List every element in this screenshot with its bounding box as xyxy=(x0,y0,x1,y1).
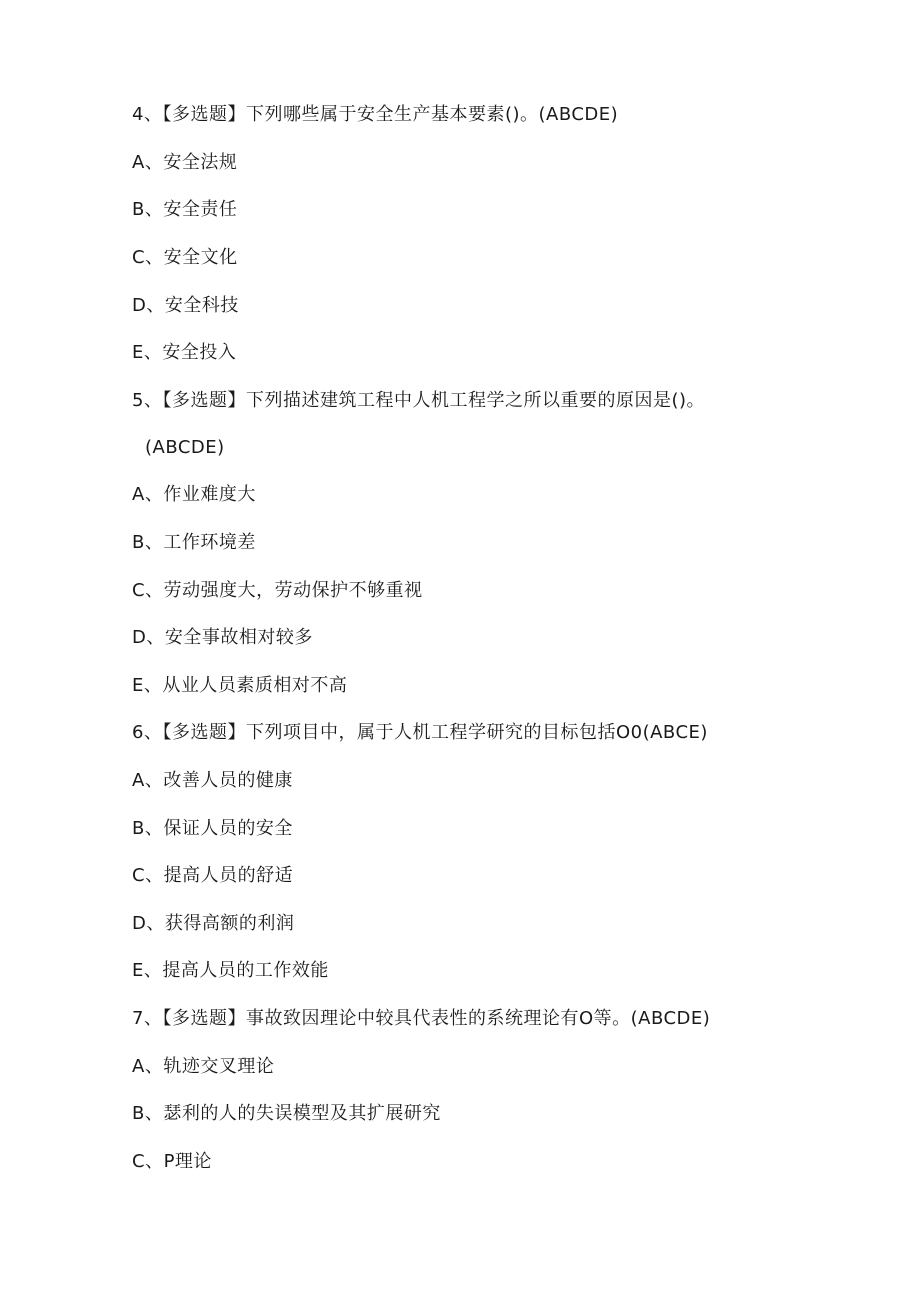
question-5-option-c: C、劳动强度大，劳动保护不够重视 xyxy=(132,580,423,601)
question-4-stem: 4、【多选题】下列哪些属于安全生产基本要素()。(ABCDE) xyxy=(132,104,619,125)
question-5-option-a: A、作业难度大 xyxy=(132,484,256,505)
question-7-option-c: C、P理论 xyxy=(132,1151,212,1172)
question-5-option-e: E、从业人员素质相对不高 xyxy=(132,675,348,696)
question-4-option-c: C、安全文化 xyxy=(132,247,238,268)
question-6-option-a: A、改善人员的健康 xyxy=(132,770,293,791)
question-7-option-b: B、瑟利的人的失误模型及其扩展研究 xyxy=(132,1103,441,1124)
question-6-stem: 6、【多选题】下列项目中，属于人机工程学研究的目标包括O0(ABCE) xyxy=(132,722,708,743)
question-6-option-e: E、提高人员的工作效能 xyxy=(132,960,329,981)
question-7-option-a: A、轨迹交叉理论 xyxy=(132,1056,275,1077)
question-6-option-d: D、获得高额的利润 xyxy=(132,913,295,934)
question-5-stem: 5、【多选题】下列描述建筑工程中人机工程学之所以重要的原因是()。 xyxy=(132,390,705,411)
question-6-option-c: C、提高人员的舒适 xyxy=(132,865,294,886)
question-7-stem: 7、【多选题】事故致因理论中较具代表性的系统理论有O等。(ABCDE) xyxy=(132,1008,711,1029)
question-5-answer: (ABCDE) xyxy=(145,437,225,458)
question-4-option-a: A、安全法规 xyxy=(132,152,238,173)
question-5-option-b: B、工作环境差 xyxy=(132,532,256,553)
question-6-option-b: B、保证人员的安全 xyxy=(132,818,293,839)
question-5-option-d: D、安全事故相对较多 xyxy=(132,627,313,648)
question-4-option-d: D、安全科技 xyxy=(132,295,239,316)
question-4-option-b: B、安全责任 xyxy=(132,199,238,220)
question-4-option-e: E、安全投入 xyxy=(132,342,237,363)
